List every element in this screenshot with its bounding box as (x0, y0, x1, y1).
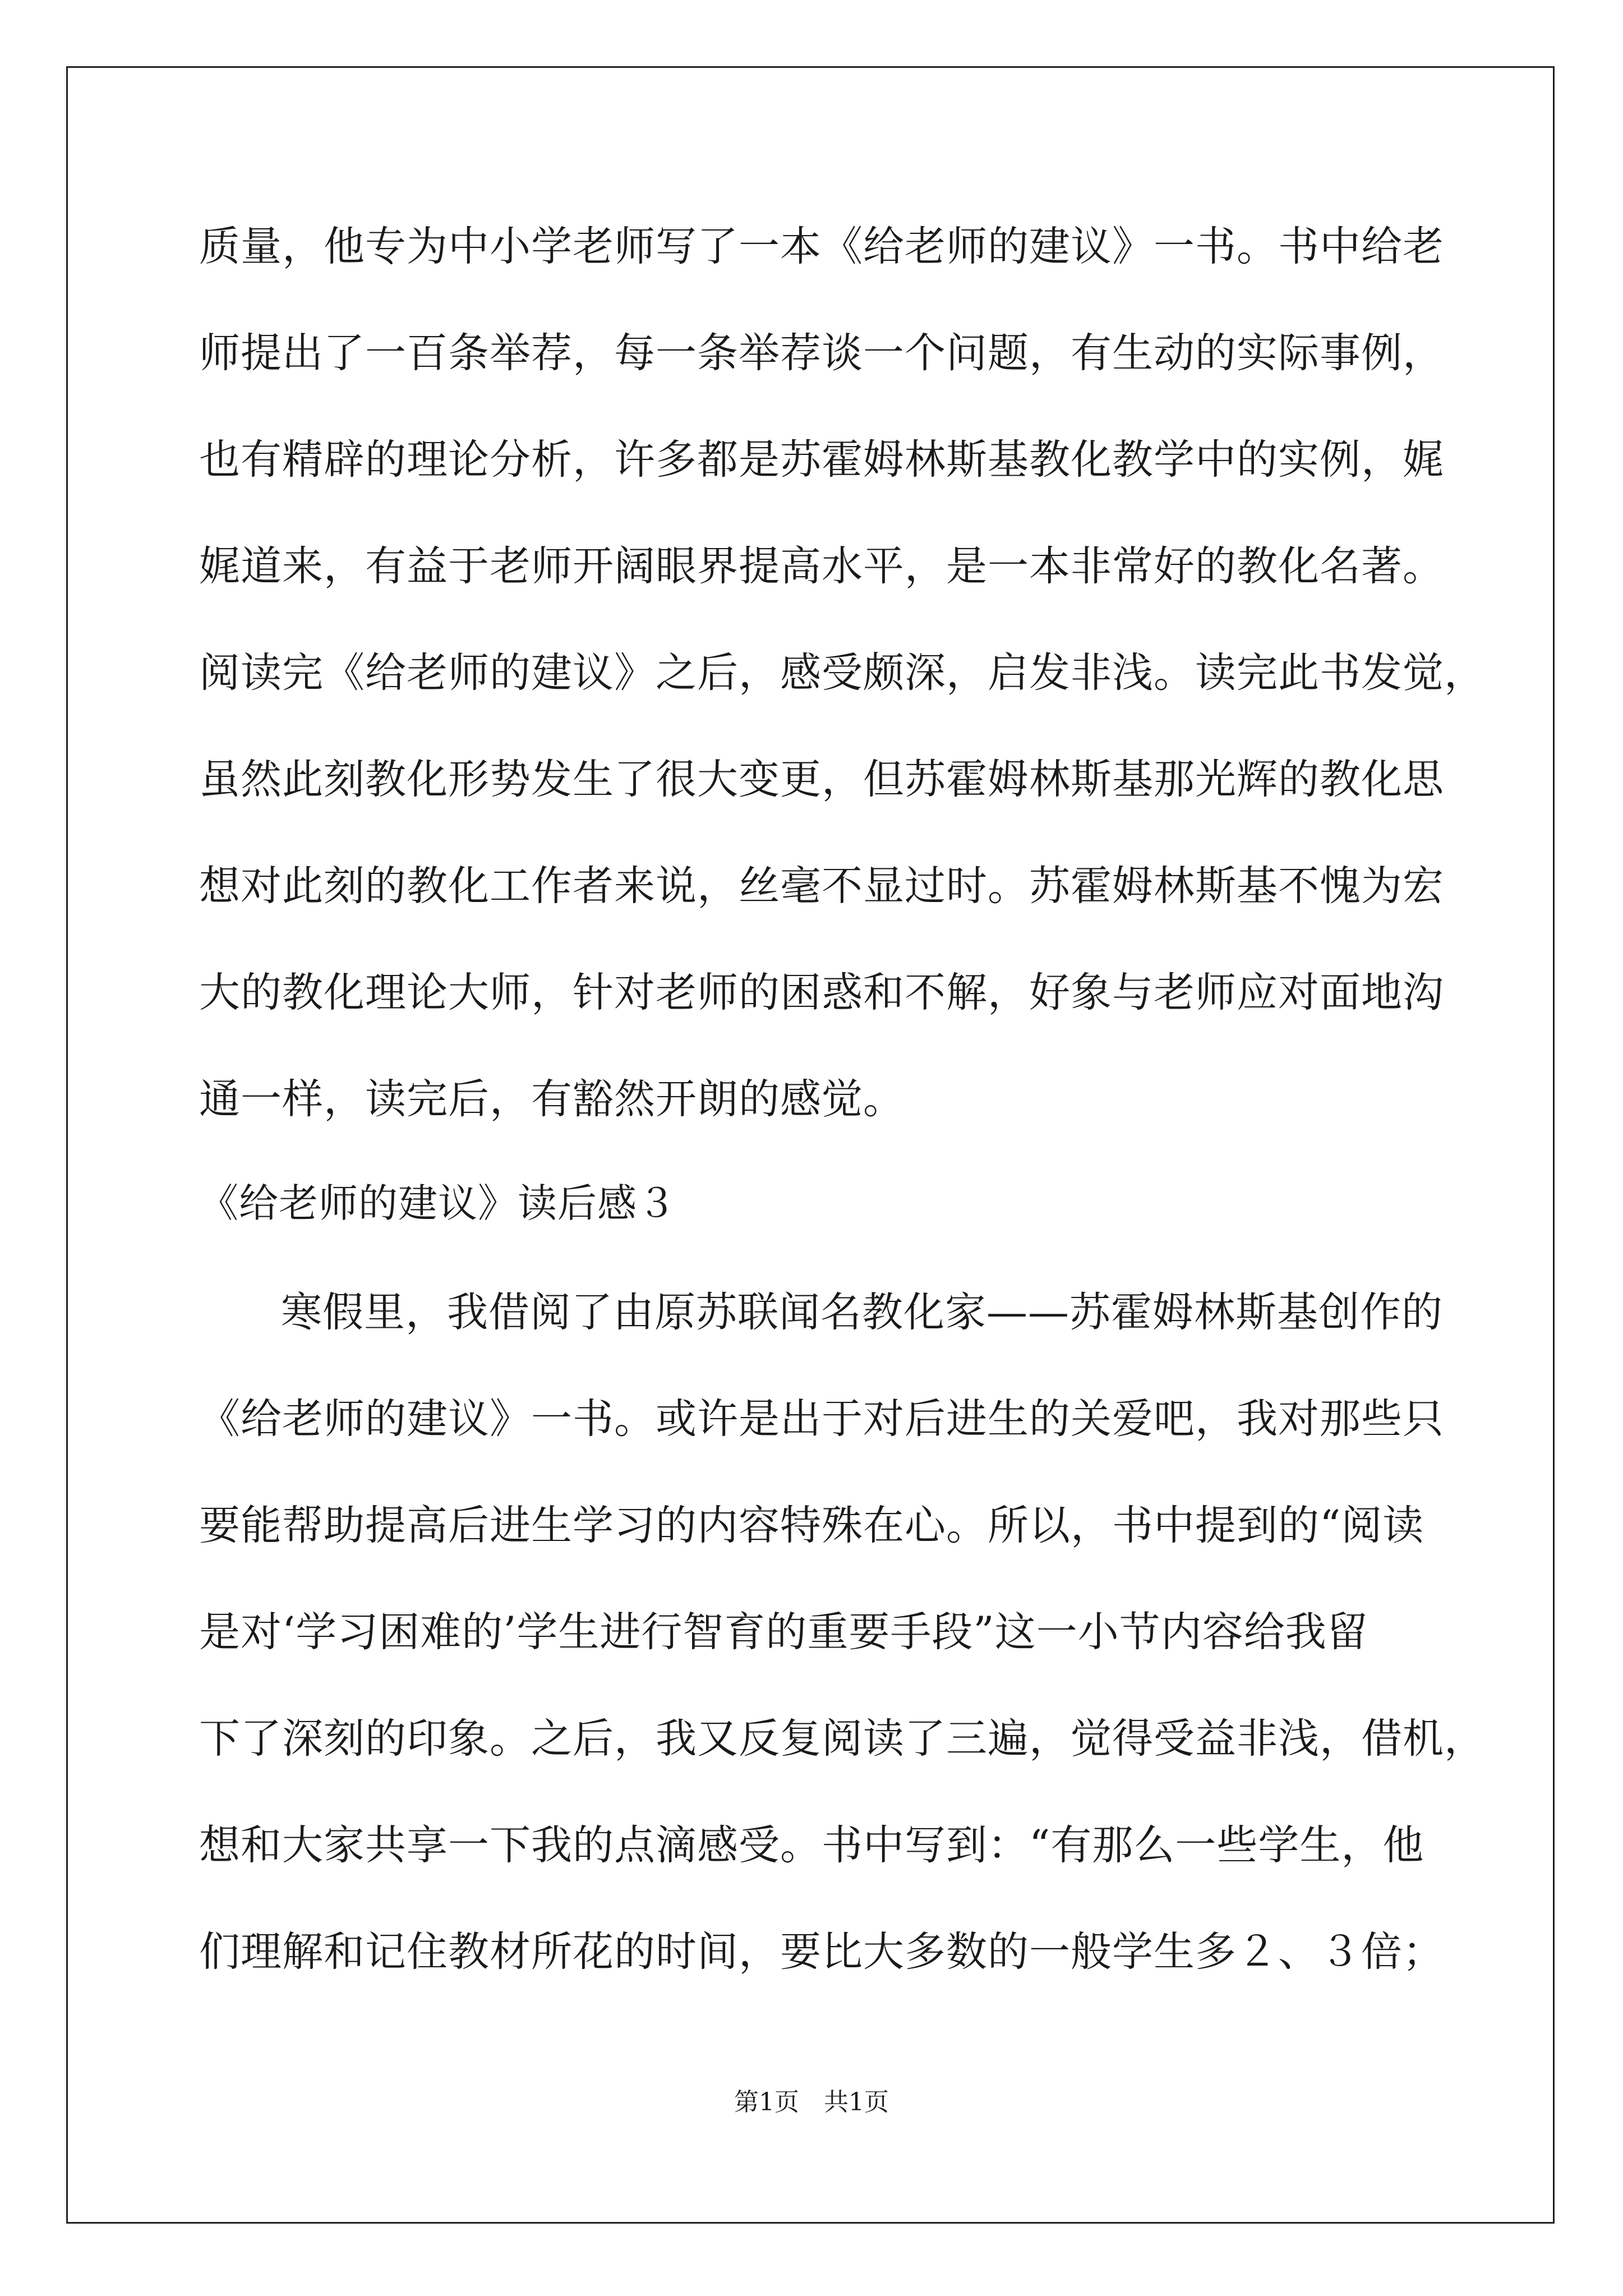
paragraph-line: 寒假里，我借阅了由原苏联闻名教化家——苏霍姆林斯基创作的 (281, 1289, 1443, 1336)
paragraph-line: 想对此刻的教化工作者来说，丝毫不显过时。苏霍姆林斯基不愧为宏 (199, 862, 1444, 910)
page-number: 第1页 共1页 (734, 2088, 889, 2116)
paragraph-line: 质量，他专为中小学老师写了一本《给老师的建议》一书。书中给老 (199, 223, 1444, 270)
paragraph-line: 要能帮助提高后进生学习的内容特殊在心。所以，书中提到的“阅读 (199, 1502, 1424, 1549)
section-heading: 《给老师的建议》读后感３ (199, 1180, 677, 1226)
paragraph-line: 是对‘学习困难的’学生进行智育的重要手段”这一小节内容给我留 (199, 1608, 1368, 1656)
page-border (66, 66, 1555, 2224)
paragraph-line: 师提出了一百条举荐，每一条举荐谈一个问题，有生动的实际事例， (199, 329, 1444, 377)
paragraph-line: 通一样，读完后，有豁然开朗的感觉。 (199, 1075, 905, 1123)
paragraph-line: 阅读完《给老师的建议》之后，感受颇深，启发非浅。读完此书发觉， (199, 649, 1486, 697)
paragraph-line: 下了深刻的印象。之后，我又反复阅读了三遍，觉得受益非浅，借机， (199, 1715, 1486, 1763)
paragraph-line: 大的教化理论大师，针对老师的困惑和不解，好象与老师应对面地沟 (199, 969, 1444, 1016)
paragraph-line: 们理解和记住教材所花的时间，要比大多数的一般学生多２、３倍； (199, 1928, 1444, 1976)
paragraph-line: 也有精辟的理论分析，许多都是苏霍姆林斯基教化教学中的实例，娓 (199, 436, 1444, 484)
paragraph-line: 《给老师的建议》一书。或许是出于对后进生的关爱吧，我对那些只 (199, 1395, 1444, 1443)
paragraph-line: 想和大家共享一下我的点滴感受。书中写到：“有那么一些学生，他 (199, 1821, 1424, 1869)
paragraph-line: 娓道来，有益于老师开阔眼界提高水平，是一本非常好的教化名著。 (199, 542, 1444, 590)
paragraph-line: 虽然此刻教化形势发生了很大变更，但苏霍姆林斯基那光辉的教化思 (199, 756, 1444, 803)
